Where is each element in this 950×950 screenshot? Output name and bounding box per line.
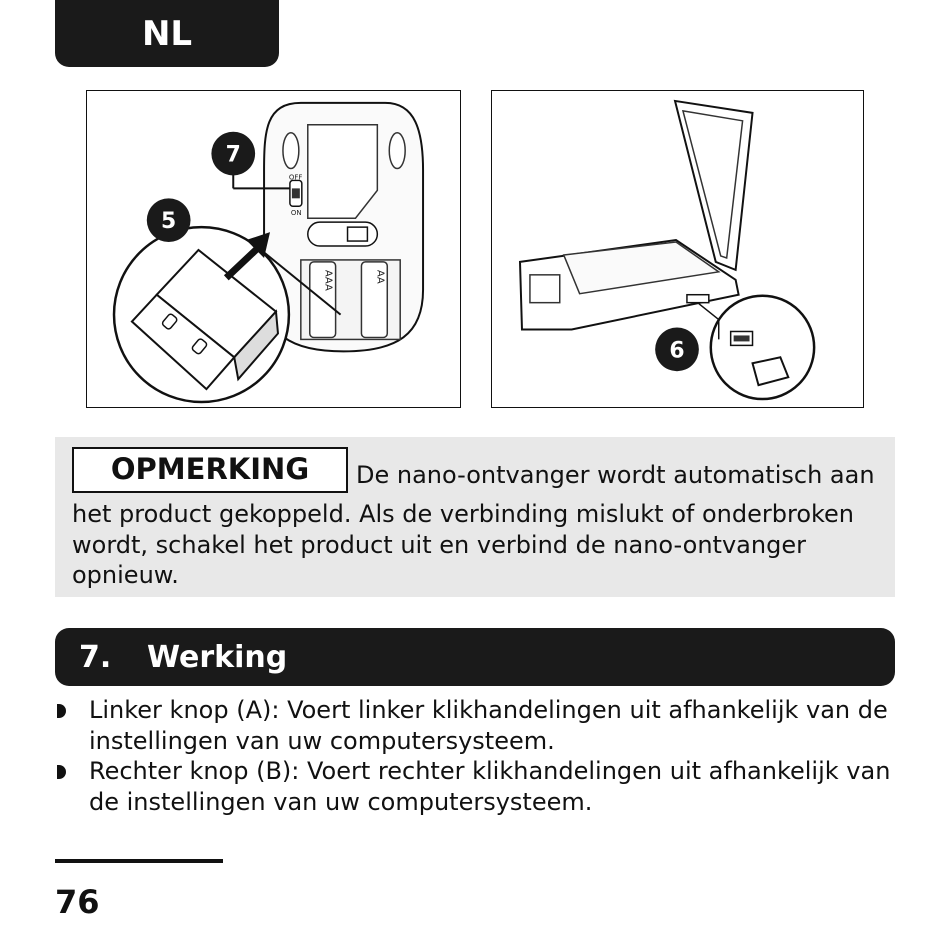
list-item: [55, 756, 895, 817]
bullet-text-left-button: Linker knop (A): Voert linker klikhandelingen uit afhankelijk van de instellingen van uw computersysteem.: [89, 696, 888, 755]
mouse-receiver-illustration: [86, 90, 461, 408]
callout-7: 7: [225, 142, 241, 168]
battery-label-aaa: AAA: [322, 269, 334, 291]
battery-label-aa: AA: [374, 269, 386, 284]
list-item: [55, 695, 895, 756]
note-box: [55, 437, 895, 597]
switch-on-label: ON: [290, 209, 302, 218]
mouse-underside-drawing: [87, 91, 460, 407]
callout-6: 6: [669, 338, 685, 364]
footer-rule: [55, 859, 223, 863]
switch-off-label: OFF: [288, 173, 303, 182]
language-tab-label: NL: [141, 13, 193, 54]
laptop-usb-illustration: [491, 90, 864, 408]
laptop-drawing: [492, 91, 863, 407]
note-badge: OPMERKING: [72, 447, 348, 493]
callout-5: 5: [161, 209, 177, 235]
page-number: 76: [55, 883, 100, 921]
bullet-icon: [57, 704, 66, 718]
bullet-text-right-button: Rechter knop (B): Voert rechter klikhandelingen uit afhankelijk van de instellingen van uw computersysteem.: [89, 757, 891, 816]
bullet-icon: [57, 765, 66, 779]
section-number: 7.: [79, 639, 112, 675]
section-heading: [55, 628, 895, 686]
note-text: De nano-ontvanger wordt automatisch aan het product gekoppeld. Als de verbinding mislukt of onderbroken wordt, schakel het product uit en verbind de nano-ontvanger opnieuw.: [72, 461, 875, 589]
language-tab: [55, 0, 279, 67]
bullet-list: [55, 695, 895, 817]
section-title: Werking: [147, 639, 288, 675]
